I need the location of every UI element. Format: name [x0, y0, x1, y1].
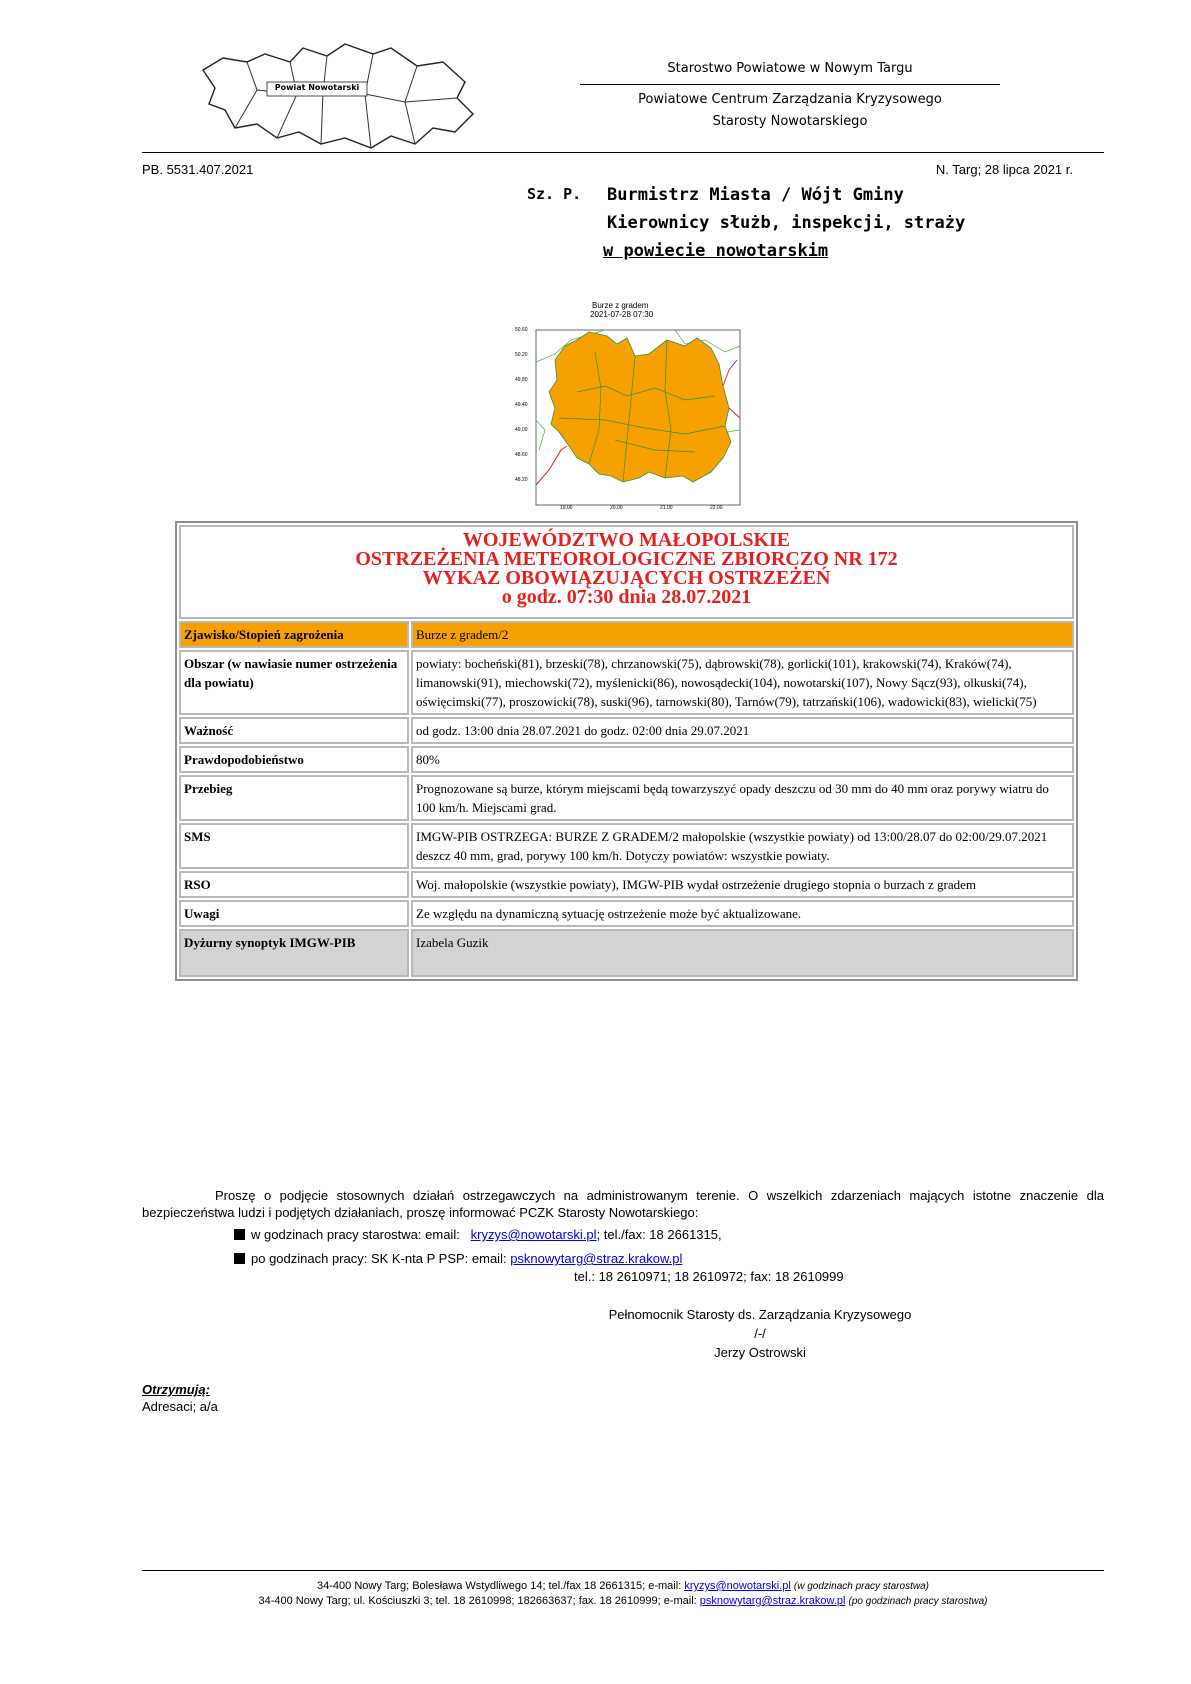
signature-mark: /-/ — [754, 1326, 766, 1341]
county-map-logo-icon — [195, 32, 495, 152]
footer-line2 — [142, 1595, 1104, 1607]
recipients-heading: Otrzymują: — [142, 1382, 210, 1397]
addressee-line1: Burmistrz Miasta / Wójt Gminy — [607, 185, 904, 205]
row-label: Przebieg — [179, 775, 409, 821]
warning-title-row — [179, 525, 1074, 619]
bullet-icon — [234, 1229, 245, 1240]
county-logo — [195, 32, 495, 152]
addressee-line2: Kierownicy służb, inspekcji, straży — [607, 213, 966, 233]
map-subtitle: 2021-07-28 07:30 — [590, 310, 654, 319]
row-label: Zjawisko/Stopień zagrożenia — [179, 621, 409, 648]
map-title: Burze z gradem — [592, 301, 649, 310]
table-row — [179, 929, 1074, 977]
footer-line1 — [142, 1580, 1104, 1592]
recipients-text: Adresaci; a/a — [142, 1399, 218, 1414]
malopolska-map-icon — [515, 300, 745, 510]
map-x-tick: 20.00 — [610, 505, 623, 511]
table-row — [179, 871, 1074, 898]
map-x-tick: 21.00 — [660, 505, 673, 511]
table-row — [179, 621, 1074, 648]
addressee-prefix: Sz. P. — [527, 185, 582, 203]
org-name: Starostwo Powiatowe w Nowym Targu — [667, 61, 913, 76]
footer-email-kryzys[interactable]: kryzys@nowotarski.pl — [684, 1580, 791, 1592]
email-link-kryzys[interactable]: kryzys@nowotarski.pl — [470, 1227, 597, 1242]
contact-working-hours-tel: ; tel./fax: 18 2661315, — [596, 1227, 722, 1242]
contact-after-hours-text: po godzinach pracy: SK K-nta P PSP: email: — [251, 1251, 507, 1266]
logo-label: Powiat Nowotarski — [274, 83, 360, 92]
row-value: powiaty: bocheński(81), brzeski(78), chrzanowski(75), dąbrowski(78), gorlicki(101), krakowski(74), Kraków(74), limanowski(91), miechowski(72), myślenicki(86), nowosądecki(104), nowotarski(107), Nowy Sącz(93), olkuski(74), oświęcimski(77), proszowicki(78), suski(96), tarnowski(80), Tarnów(79), tatrzański(106), wadowicki(83), wielicki(75) — [411, 650, 1074, 715]
org-department-sub: Starosty Nowotarskiego — [712, 114, 868, 129]
row-value: 80% — [411, 746, 1074, 773]
addressee-line3: w powiecie nowotarskim — [603, 241, 829, 261]
row-value: Burze z gradem/2 — [411, 621, 1074, 648]
email-link-psk[interactable]: psknowytarg@straz.krakow.pl — [510, 1251, 683, 1266]
document-date: N. Targ; 28 lipca 2021 r. — [935, 162, 1073, 177]
warning-table — [175, 521, 1078, 981]
warning-title-time: o godz. 07:30 dnia 28.07.2021 — [501, 586, 752, 608]
row-value: IMGW-PIB OSTRZEGA: BURZE Z GRADEM/2 małopolskie (wszystkie powiaty) od 13:00/28.07 do 02:00/29.07.2021 deszcz 40 mm, grad, porywy 100 km/h. Dotyczy powiatów: wszystkie powiaty. — [411, 823, 1074, 869]
table-row — [179, 717, 1074, 744]
row-label: SMS — [179, 823, 409, 869]
row-value: od godz. 13:00 dnia 28.07.2021 do godz. 02:00 dnia 29.07.2021 — [411, 717, 1074, 744]
map-y-tick: 50.60 — [515, 327, 528, 333]
warning-title-list: WYKAZ OBOWIĄZUJĄCYCH OSTRZEŻEŃ — [422, 567, 831, 589]
table-row — [179, 650, 1074, 715]
row-label: Prawdopodobieństwo — [179, 746, 409, 773]
signature-title: Pełnomocnik Starosty ds. Zarządzania Kryzysowego — [608, 1307, 912, 1322]
row-value: Prognozowane są burze, którym miejscami będą towarzyszyć opady deszczu od 30 mm do 40 mm oraz porywy wiatru do 100 km/h. Miejscami grad. — [411, 775, 1074, 821]
map-x-tick: 19.00 — [560, 505, 573, 511]
row-label: Obszar (w nawiasie numer ostrzeżenia dla powiatu) — [179, 650, 409, 715]
map-y-tick: 48.20 — [515, 477, 528, 483]
map-y-tick: 49.00 — [515, 427, 528, 433]
table-row — [179, 900, 1074, 927]
header-divider — [142, 152, 1104, 153]
warning-title-region: WOJEWÓDZTWO MAŁOPOLSKIE — [462, 529, 791, 551]
header-divider-short — [580, 84, 1000, 85]
footer-email-psk[interactable]: psknowytarg@straz.krakow.pl — [699, 1595, 846, 1607]
footer-address-night: 34-400 Nowy Targ; ul. Kościuszki 3; tel. 18 2610998; 182663637; fax. 18 2610999; e-mail: — [258, 1595, 697, 1607]
contact-after-hours — [234, 1251, 682, 1266]
map-y-tick: 48.60 — [515, 452, 528, 458]
row-value: Izabela Guzik — [411, 929, 1074, 977]
warning-title-collective: OSTRZEŻENIA METEOROLOGICZNE ZBIORCZO NR 172 — [355, 548, 898, 570]
footer-note-night: (po godzinach pracy starostwa) — [848, 1596, 988, 1607]
document-ref: PB. 5531.407.2021 — [142, 162, 254, 177]
contact-working-hours-text: w godzinach pracy starostwa: email: — [251, 1227, 460, 1242]
contact-after-hours-phones: tel.: 18 2610971; 18 2610972; fax: 18 2610999 — [574, 1269, 844, 1284]
map-x-tick: 22.00 — [710, 505, 723, 511]
row-value: Woj. małopolskie (wszystkie powiaty), IMGW-PIB wydał ostrzeżenie drugiego stopnia o burzach z gradem — [411, 871, 1074, 898]
contact-working-hours — [234, 1227, 722, 1242]
map-y-tick: 49.80 — [515, 377, 528, 383]
row-label: Dyżurny synoptyk IMGW-PIB — [179, 929, 409, 977]
table-row — [179, 746, 1074, 773]
row-label: RSO — [179, 871, 409, 898]
org-department: Powiatowe Centrum Zarządzania Kryzysowego — [638, 92, 942, 107]
footer-divider — [142, 1570, 1104, 1571]
row-label: Ważność — [179, 717, 409, 744]
map-y-tick: 50.20 — [515, 352, 528, 358]
table-row — [179, 775, 1074, 821]
table-row — [179, 823, 1074, 869]
warning-map — [515, 300, 745, 510]
footer-note-day: (w godzinach pracy starostwa) — [793, 1581, 929, 1592]
map-y-tick: 49.40 — [515, 402, 528, 408]
row-value: Ze względu na dynamiczną sytuację ostrzeżenie może być aktualizowane. — [411, 900, 1074, 927]
footer-address-day: 34-400 Nowy Targ; Bolesława Wstydliwego 14; tel./fax 18 2661315; e-mail: — [317, 1580, 682, 1592]
signature-name: Jerzy Ostrowski — [714, 1345, 806, 1360]
row-label: Uwagi — [179, 900, 409, 927]
bullet-icon — [234, 1253, 245, 1264]
instruction-paragraph: Proszę o podjęcie stosownych działań ostrzegawczych na administrowanym terenie. O wszelkich zdarzeniach mających istotne znaczenie dla bezpieczeństwa ludzi i podjętych działaniach, proszę informować PCZK Starosty Nowotarskiego: — [142, 1188, 1104, 1220]
